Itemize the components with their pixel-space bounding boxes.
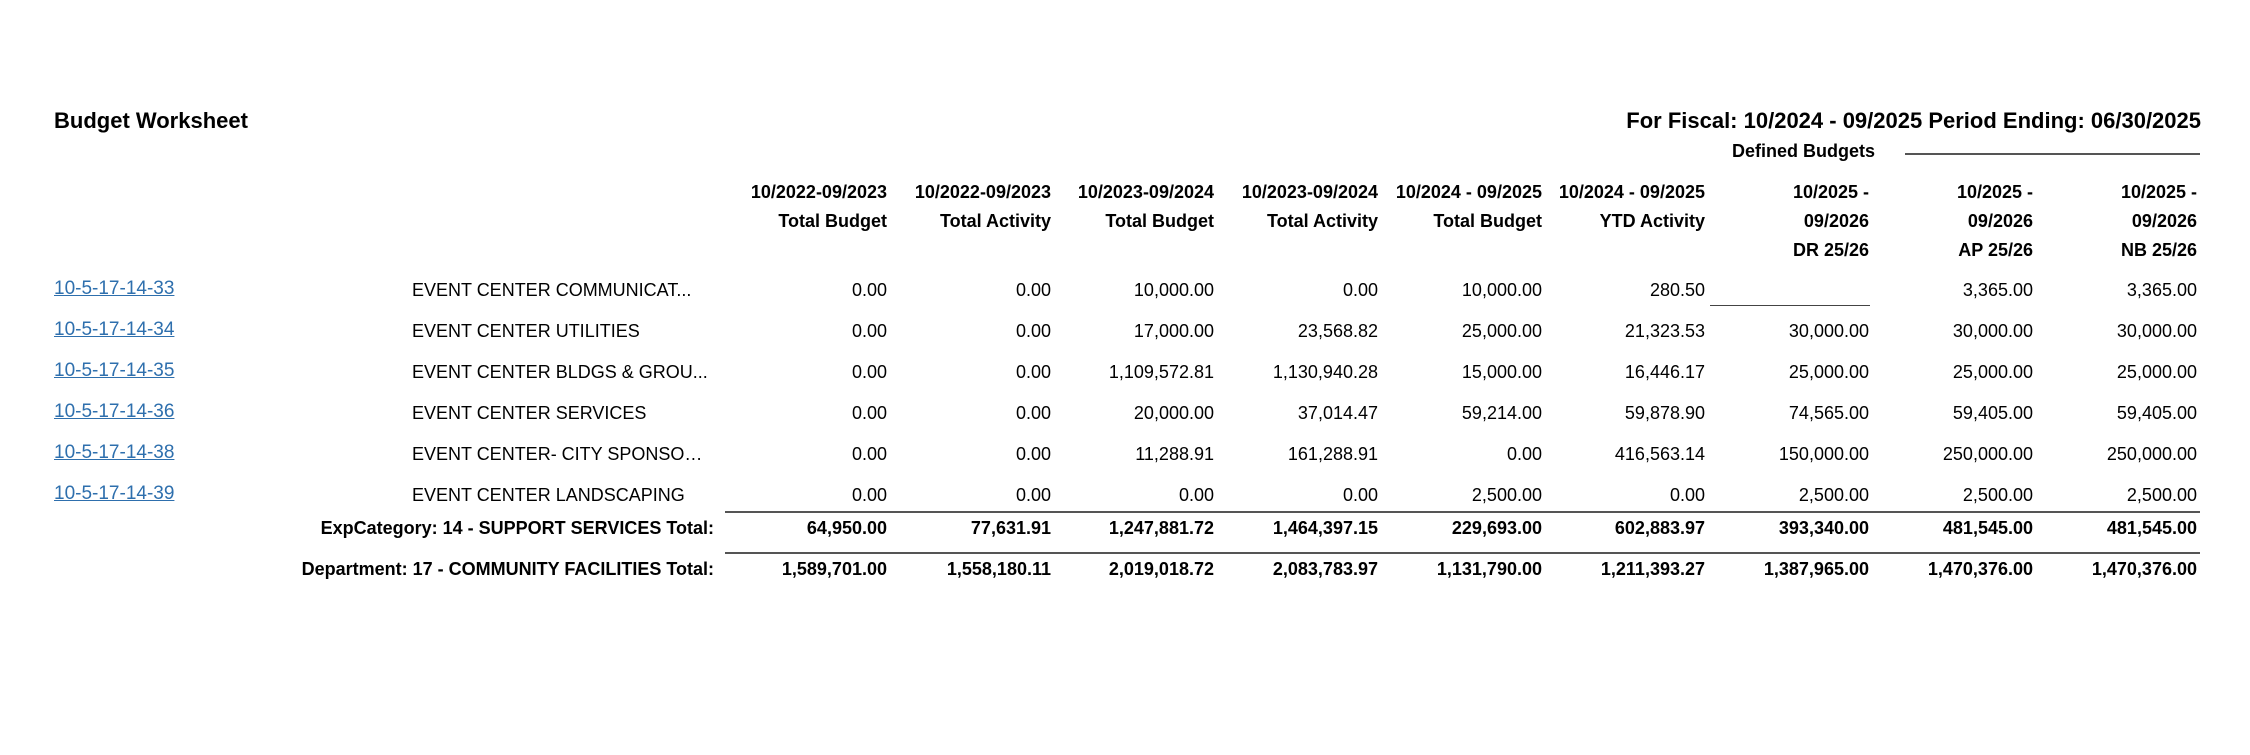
column-header [1384,178,1542,236]
amount-cell: 0.00 [851,485,887,505]
amount-cell: 21,323.53 [1624,321,1705,341]
amount-cell: 59,878.90 [1624,403,1705,423]
amount-cell: 0.00 [1669,485,1705,505]
amount-cell: 2,500.00 [2126,485,2197,505]
column-header [2039,178,2197,265]
amount-cell: 30,000.00 [1952,321,2033,341]
total-amount-cell: 1,464,397.15 [1272,518,1378,538]
amount-cell: 59,405.00 [1952,403,2033,423]
column-header-line2: Total Budget [778,211,887,231]
column-header-line2: 09/2026 [2131,211,2197,231]
total-amount-cell: 602,883.97 [1614,518,1705,538]
total-amount-cell: 481,545.00 [2106,518,2197,538]
column-header-line1: 10/2025 - [1956,182,2033,202]
amount-cell: 11,288.91 [1135,444,1214,464]
column-header-line2: Total Budget [1433,211,1542,231]
amount-cell: 30,000.00 [1788,321,1869,341]
amount-cell: 74,565.00 [1788,403,1869,423]
total-amount-cell: 1,470,376.00 [1927,559,2033,579]
column-header-line1: 10/2024 - 09/2025 [1395,182,1542,202]
column-header-line2: 09/2026 [1967,211,2033,231]
amount-cell: 2,500.00 [1471,485,1542,505]
account-link[interactable]: 10-5-17-14-39 [54,483,175,504]
amount-cell: 25,000.00 [1461,321,1542,341]
column-header-line2: YTD Activity [1599,211,1705,231]
column-header-line2: Total Budget [1105,211,1214,231]
column-header [1056,178,1214,236]
total-amount-cell: 2,083,783.97 [1272,559,1378,579]
amount-cell: 25,000.00 [2116,362,2197,382]
amount-cell: 250,000.00 [1942,444,2033,464]
column-header-line2: 09/2026 [1803,211,1869,231]
column-header-line1: 10/2023-09/2024 [1241,182,1378,202]
amount-cell: 0.00 [1015,321,1051,341]
column-header [893,178,1051,236]
account-link[interactable]: 10-5-17-14-35 [54,360,175,381]
account-description: EVENT CENTER BLDGS & GROU... [412,362,708,382]
amount-cell: 10,000.00 [1461,280,1542,300]
amount-cell: 20,000.00 [1133,403,1214,423]
total-label: ExpCategory: 14 - SUPPORT SERVICES Total: [320,518,714,538]
amount-cell: 59,214.00 [1461,403,1542,423]
amount-cell: 0.00 [851,321,887,341]
total-rule [725,511,2200,513]
amount-cell: 0.00 [1342,485,1378,505]
amount-cell: 0.00 [1015,403,1051,423]
total-amount-cell: 1,211,393.27 [1600,559,1705,579]
total-amount-cell: 64,950.00 [806,518,887,538]
amount-cell: 161,288.91 [1287,444,1378,464]
total-amount-cell: 1,247,881.72 [1108,518,1214,538]
column-header-line3: DR 25/26 [1792,240,1869,260]
amount-cell: 0.00 [1015,485,1051,505]
defined-budgets-divider [1905,153,2200,155]
total-label: Department: 17 - COMMUNITY FACILITIES Total: [301,559,714,579]
column-header-line3: NB 25/26 [2120,240,2197,260]
amount-cell: 0.00 [851,280,887,300]
amount-cell: 280.50 [1649,280,1705,300]
defined-budgets-label: Defined Budgets [1732,141,1876,161]
column-header [729,178,887,236]
amount-cell: 10,000.00 [1133,280,1214,300]
amount-cell: 0.00 [851,403,887,423]
account-description: EVENT CENTER- CITY SPONSOR... [412,444,712,464]
total-rule [725,552,2200,554]
column-header-line1: 10/2022-09/2023 [750,182,887,202]
amount-cell: 0.00 [851,362,887,382]
amount-cell: 23,568.82 [1297,321,1378,341]
amount-cell: 2,500.00 [1962,485,2033,505]
account-description: EVENT CENTER UTILITIES [412,321,640,341]
account-link[interactable]: 10-5-17-14-34 [54,319,175,340]
amount-cell: 3,365.00 [1962,280,2033,300]
amount-cell: 0.00 [1015,280,1051,300]
amount-cell: 250,000.00 [2106,444,2197,464]
amount-cell: 0.00 [1015,444,1051,464]
column-header-line2: Total Activity [939,211,1051,231]
column-header-line1: 10/2025 - [2120,182,2197,202]
total-amount-cell: 481,545.00 [1942,518,2033,538]
report-title: Budget Worksheet [54,108,248,133]
total-amount-cell: 1,131,790.00 [1436,559,1542,579]
amount-cell: 0.00 [851,444,887,464]
amount-cell: 3,365.00 [2126,280,2197,300]
account-link[interactable]: 10-5-17-14-33 [54,278,175,299]
amount-cell: 15,000.00 [1461,362,1542,382]
amount-cell: 16,446.17 [1624,362,1705,382]
column-header-line3: AP 25/26 [1958,240,2033,260]
total-amount-cell: 1,470,376.00 [2091,559,2197,579]
total-amount-cell: 2,019,018.72 [1108,559,1214,579]
amount-cell: 0.00 [1342,280,1378,300]
amount-cell: 59,405.00 [2116,403,2197,423]
total-amount-cell: 1,558,180.11 [946,559,1051,579]
total-amount-cell: 1,589,701.00 [781,559,887,579]
column-header-line2: Total Activity [1266,211,1378,231]
account-link[interactable]: 10-5-17-14-38 [54,442,175,463]
amount-cell: 150,000.00 [1778,444,1869,464]
account-description: EVENT CENTER LANDSCAPING [412,485,685,505]
account-description: EVENT CENTER COMMUNICAT... [412,280,692,300]
column-header-line1: 10/2022-09/2023 [914,182,1051,202]
entry-field-underline[interactable] [1710,305,1870,306]
amount-cell: 30,000.00 [2116,321,2197,341]
column-header [1711,178,1869,265]
amount-cell: 1,130,940.28 [1272,362,1378,382]
total-amount-cell: 1,387,965.00 [1763,559,1869,579]
fiscal-period: For Fiscal: 10/2024 - 09/2025 Period Ending: 06/30/2025 [1626,108,2201,133]
column-header [1220,178,1378,236]
column-header [1875,178,2033,265]
amount-cell: 17,000.00 [1133,321,1214,341]
total-amount-cell: 77,631.91 [970,518,1051,538]
total-amount-cell: 393,340.00 [1778,518,1869,538]
column-header-line1: 10/2023-09/2024 [1077,182,1214,202]
amount-cell: 25,000.00 [1952,362,2033,382]
amount-cell: 37,014.47 [1297,403,1378,423]
amount-cell: 0.00 [1178,485,1214,505]
amount-cell: 0.00 [1506,444,1542,464]
total-amount-cell: 229,693.00 [1451,518,1542,538]
account-description: EVENT CENTER SERVICES [412,403,647,423]
column-header [1547,178,1705,236]
amount-cell: 1,109,572.81 [1108,362,1214,382]
column-header-line1: 10/2024 - 09/2025 [1558,182,1705,202]
account-link[interactable]: 10-5-17-14-36 [54,401,175,422]
amount-cell: 2,500.00 [1798,485,1869,505]
amount-cell: 25,000.00 [1788,362,1869,382]
amount-cell: 416,563.14 [1614,444,1705,464]
column-header-line1: 10/2025 - [1792,182,1869,202]
amount-cell: 0.00 [1015,362,1051,382]
